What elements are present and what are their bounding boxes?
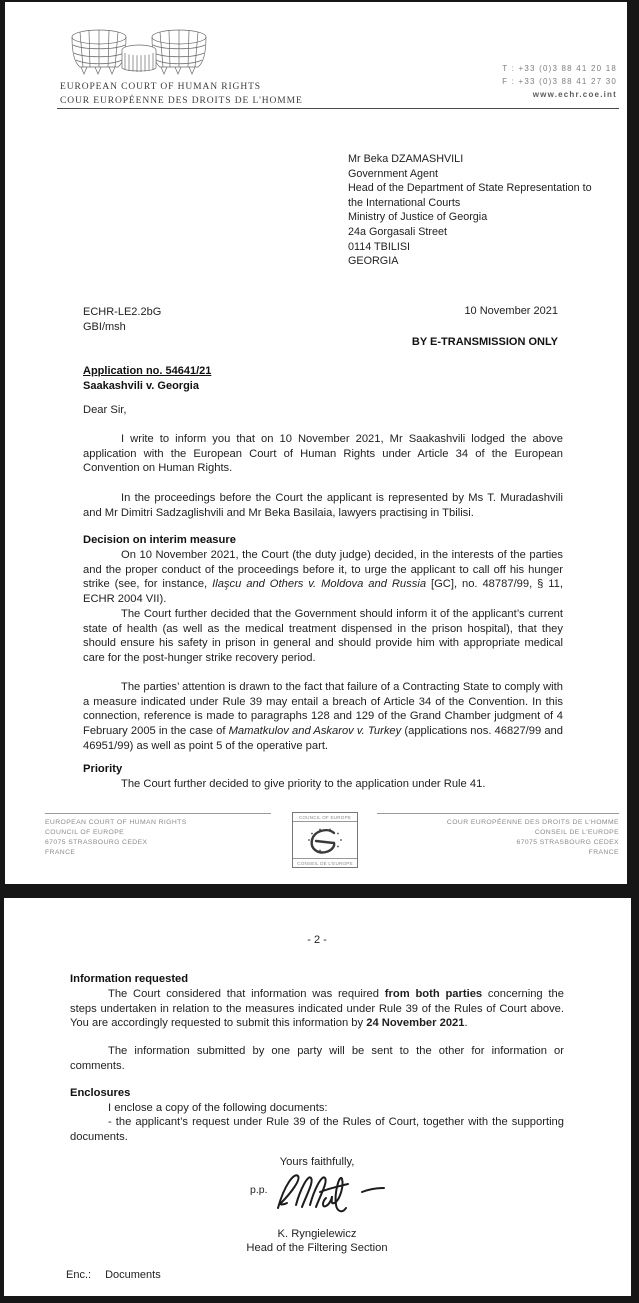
section-heading-information: Information requested	[70, 973, 189, 985]
recipient-line: Head of the Department of State Representation to	[348, 182, 592, 195]
case-reference-block	[83, 364, 211, 393]
recipient-line: Government Agent	[348, 167, 439, 180]
section-heading-priority: Priority	[83, 763, 123, 775]
footer-line: 67075 STRASBOURG CEDEX	[45, 839, 148, 846]
website-url: www.echr.coe.int	[532, 90, 617, 99]
application-number: Application no. 54641/21	[83, 365, 212, 377]
enclosure-note-label: Enc.:	[66, 1269, 92, 1281]
paragraph: The Court further decided to give priority to the application under Rule 41.	[121, 778, 486, 790]
header-divider	[57, 108, 619, 109]
enclosure-intro: I enclose a copy of the following documents:	[108, 1102, 328, 1114]
recipient-line: Ministry of Justice of Georgia	[348, 211, 488, 224]
closing-salutation: Yours faithfully,	[279, 1156, 355, 1168]
footer-rule-right	[377, 813, 619, 814]
court-title-en: EUROPEAN COURT OF HUMAN RIGHTS	[60, 82, 261, 92]
page-number: - 2 -	[307, 934, 327, 946]
recipient-line: the International Courts	[348, 196, 461, 209]
recipient-line: 0114 TBILISI	[348, 240, 411, 253]
paragraph: I write to inform you that on 10 November 2021, Mr Saakashvili lodged the above application with the European Court of Human Rights under Article 34 of the European Convention on Human Rights.	[83, 433, 563, 475]
coe-e-stars-icon	[303, 825, 347, 855]
section-heading-enclosures: Enclosures	[70, 1087, 131, 1099]
footer-line: 67075 STRASBOURG CEDEX	[516, 839, 619, 846]
paragraph: The parties’ attention is drawn to the fact that failure of a Contracting State to comply with a measure indicated under Rule 39 may entail a breach of Article 34 of the Convention. In this connection, reference is made to paragraphs 128 and 129 of the Grand Chamber judgment of 4 February 2005 in the case of Mamatkulov and Askarov v. Turkey (applications nos. 46827/99 and 46951/99) as well as point 5 of the operative part.	[83, 681, 563, 752]
letter-date: 10 November 2021	[464, 305, 558, 317]
header-contact-block	[502, 62, 617, 101]
council-of-europe-logo	[292, 812, 358, 868]
case-name: Saakashvili v. Georgia	[83, 379, 199, 392]
letter-page-1	[5, 2, 627, 884]
footer-line: COUR EUROPÉENNE DES DROITS DE L'HOMME	[446, 819, 619, 826]
section-heading-decision: Decision on interim measure	[83, 534, 236, 546]
court-title-fr: COUR EUROPÉENNE DES DROITS DE L'HOMME	[60, 96, 303, 106]
paragraph: The information submitted by one party will be sent to the other for information or comments.	[70, 1045, 564, 1072]
signer-name: K. Ryngielewicz	[277, 1228, 357, 1240]
footer-line: COUNCIL OF EUROPE	[45, 829, 125, 836]
coe-label-en: COUNCIL OF EUROPE	[298, 814, 352, 820]
paragraph: The Court further decided that the Government should inform it of the applicant’s current state of health (as well as the medical treatment dispensed in the prison hospital), that they should ensure his safety in prison in general and should provide him with appropriate medical care for the post-hunger strike recovery period.	[83, 608, 563, 665]
enclosure-note-value: Documents	[105, 1269, 161, 1281]
footer-address-left	[45, 818, 187, 858]
recipient-line: 24a Gorgasali Street	[348, 225, 448, 238]
paragraph: In the proceedings before the Court the applicant is represented by Ms T. Muradashvili and Mr Dimitri Sadzaglishvili and Mr Beka Basilaia, lawyers practising in Tbilisi.	[83, 492, 563, 519]
reference-block	[83, 305, 161, 335]
footer-line: FRANCE	[45, 849, 76, 856]
signer-title: Head of the Filtering Section	[246, 1242, 388, 1254]
recipient-address	[348, 152, 592, 269]
paragraph: The Court considered that information was required from both parties concerning the steps undertaken in relation to the measures indicated under Rule 39 of the Rules of Court above. You are accordingly requested to submit this information by 24 November 2021.	[70, 988, 564, 1030]
echr-building-logo-icon	[63, 26, 215, 82]
paragraph: - the applicant’s request under Rule 39 of the Rules of Court, together with the supporting documents.	[70, 1116, 564, 1143]
coe-label-fr: CONSEIL DE L'EUROPE	[297, 860, 353, 866]
signature-image	[268, 1166, 388, 1218]
footer-rule-left	[45, 813, 271, 814]
salutation: Dear Sir,	[83, 404, 127, 416]
pp-label: p.p.	[250, 1184, 268, 1196]
enclosure-note	[66, 1269, 161, 1281]
letter-page-2	[4, 898, 631, 1296]
footer-line: FRANCE	[588, 849, 619, 856]
recipient-line: GEORGIA	[348, 255, 399, 268]
footer-line: EUROPEAN COURT OF HUMAN RIGHTS	[45, 819, 187, 826]
transmission-note: BY E-TRANSMISSION ONLY	[411, 336, 558, 348]
reference-initials: GBI/msh	[83, 321, 126, 333]
footer-line: CONSEIL DE L'EUROPE	[534, 829, 619, 836]
paragraph: On 10 November 2021, the Court (the duty judge) decided, in the interests of the parties and the proper conduct of the proceedings before it, to urge the applicant to call off his hunger strike (see, for instance, Ilaşcu and Others v. Moldova and Russia [GC], no. 48787/99, § 11, ECHR 2004 VII).	[83, 549, 563, 606]
footer-address-right	[447, 818, 619, 858]
phone-number: T : +33 (0)3 88 41 20 18	[502, 64, 617, 73]
recipient-line: Mr Beka DZAMASHVILI	[348, 153, 464, 165]
fax-number: F : +33 (0)3 88 41 27 30	[502, 77, 617, 86]
reference-code: ECHR-LE2.2bG	[83, 306, 162, 318]
